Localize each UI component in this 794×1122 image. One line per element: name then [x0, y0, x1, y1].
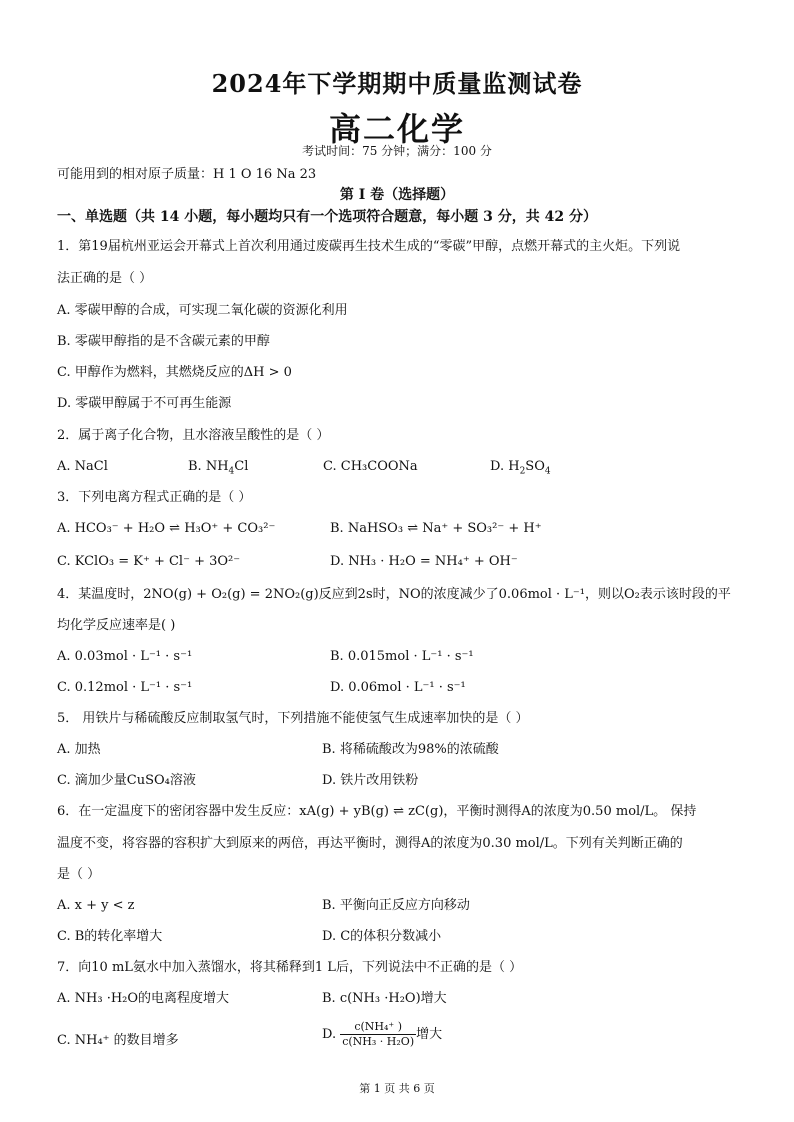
q5-stem: 5． 用铁片与稀硫酸反应制取氢气时，下列措施不能使氢气生成速率加快的是（ ） — [57, 711, 529, 726]
q7-fraction: $\frac{\text{c(NH₄⁺ )}}{\text{c(NH₃ · H₂O)}}$ — [342, 1020, 415, 1048]
q1-option-c: C. 甲醇作为燃料，其燃烧反应的ΔH > 0 — [57, 365, 292, 380]
q7-option-a: A. NH₃ ·H₂O的电离程度增大 — [57, 991, 230, 1006]
q4-stem-line2: 均化学反应速率是( ) — [57, 618, 176, 633]
q3-option-c: C. KClO₃ = K⁺ + Cl⁻ + 3O²⁻ — [57, 554, 241, 569]
q1-option-a: A. 零碳甲醇的合成，可实现二氧化碳的资源化利用 — [57, 303, 348, 318]
part-heading: 第 I 卷（选择题） — [339, 187, 455, 203]
section-heading: 一、单选题（共 14 小题，每小题均只有一个选项符合题意，每小题 3 分，共 42 分） — [57, 209, 597, 225]
q2-stem: 2．属于离子化合物，且水溶液呈酸性的是（ ） — [57, 428, 330, 443]
q6-option-d: D. C的体积分数减小 — [322, 929, 442, 944]
subject-title: 高二化学 — [328, 110, 465, 148]
q4-option-a: A. 0.03mol · L⁻¹ · s⁻¹ — [57, 649, 193, 664]
q6-option-c: C. B的转化率增大 — [57, 929, 163, 944]
q4-option-c: C. 0.12mol · L⁻¹ · s⁻¹ — [57, 680, 193, 695]
q4-option-b: B. 0.015mol · L⁻¹ · s⁻¹ — [330, 649, 474, 664]
q7-option-b: B. c(NH₃ ·H₂O)增大 — [322, 991, 447, 1006]
q7-stem: 7．向10 mL氨水中加入蒸馏水，将其稀释到1 L后，下列说法中不正确的是（ ） — [57, 960, 523, 975]
q6-stem-line2: 温度不变，将容器的容积扩大到原来的两倍，再达平衡时，测得A的浓度为0.30 mol/L。下列有关判断正确的 — [57, 836, 683, 851]
q2-option-b: B. $NH_4Cl$ — [188, 459, 249, 477]
q6-stem-line1: 6．在一定温度下的密闭容器中发生反应：xA(g) + yB(g) ⇌ zC(g)，平衡时测得A的浓度为0.50 mol/L。 保持 — [57, 804, 697, 819]
q5-option-a: A. 加热 — [57, 742, 101, 757]
q7-option-d: D. $\frac{\text{c(NH₄⁺ )}}{\text{c(NH₃ · H₂O)}}$ 增大 — [322, 1020, 443, 1048]
q6-stem-line3: 是（ ） — [57, 867, 101, 882]
q3-option-d: D. NH₃ · H₂O = NH₄⁺ + OH⁻ — [330, 554, 518, 569]
atomic-masses: 可能用到的相对原子质量：H 1 O 16 Na 23 — [57, 167, 317, 182]
q2-option-d: D. $H_2SO_4$ — [490, 459, 551, 477]
q6-option-b: B. 平衡向正反应方向移动 — [322, 898, 470, 913]
q3-option-b: B. NaHSO₃ ⇌ Na⁺ + SO₃²⁻ + H⁺ — [330, 521, 542, 536]
q7-option-c: C. NH₄⁺ 的数目增多 — [57, 1033, 179, 1048]
q4-stem-line1: 4．某温度时，2NO(g) + O₂(g) = 2NO₂(g)反应到2s时，NO的浓度减少了0.06mol · L⁻¹，则以O₂表示该时段的平 — [57, 587, 731, 602]
q2-option-a: A. NaCl — [57, 459, 108, 474]
q2-option-c: C. CH₃COONa — [323, 459, 418, 474]
q1-stem-line1: 1．第19届杭州亚运会开幕式上首次利用通过废碳再生技术生成的“零碳”甲醇，点燃开幕式的主火炬。下列说 — [57, 239, 681, 254]
exam-title: 2024年下学期期中质量监测试卷 — [211, 69, 583, 98]
exam-info: 考试时间：75 分钟；满分：100 分 — [302, 144, 492, 158]
q1-option-d: D. 零碳甲醇属于不可再生能源 — [57, 396, 232, 411]
q3-option-a: A. HCO₃⁻ + H₂O ⇌ H₃O⁺ + CO₃²⁻ — [57, 521, 276, 536]
page-footer: 第 1 页 共 6 页 — [359, 1082, 435, 1095]
q5-option-d: D. 铁片改用铁粉 — [322, 773, 419, 788]
q5-option-b: B. 将稀硫酸改为98%的浓硫酸 — [322, 742, 499, 757]
q1-option-b: B. 零碳甲醇指的是不含碳元素的甲醇 — [57, 334, 270, 349]
q5-option-c: C. 滴加少量CuSO₄溶液 — [57, 773, 196, 788]
q3-stem: 3．下列电离方程式正确的是（ ） — [57, 490, 252, 505]
q4-option-d: D. 0.06mol · L⁻¹ · s⁻¹ — [330, 680, 466, 695]
q1-stem-line2: 法正确的是（ ） — [57, 271, 153, 286]
q6-option-a: A. x + y < z — [57, 898, 135, 913]
